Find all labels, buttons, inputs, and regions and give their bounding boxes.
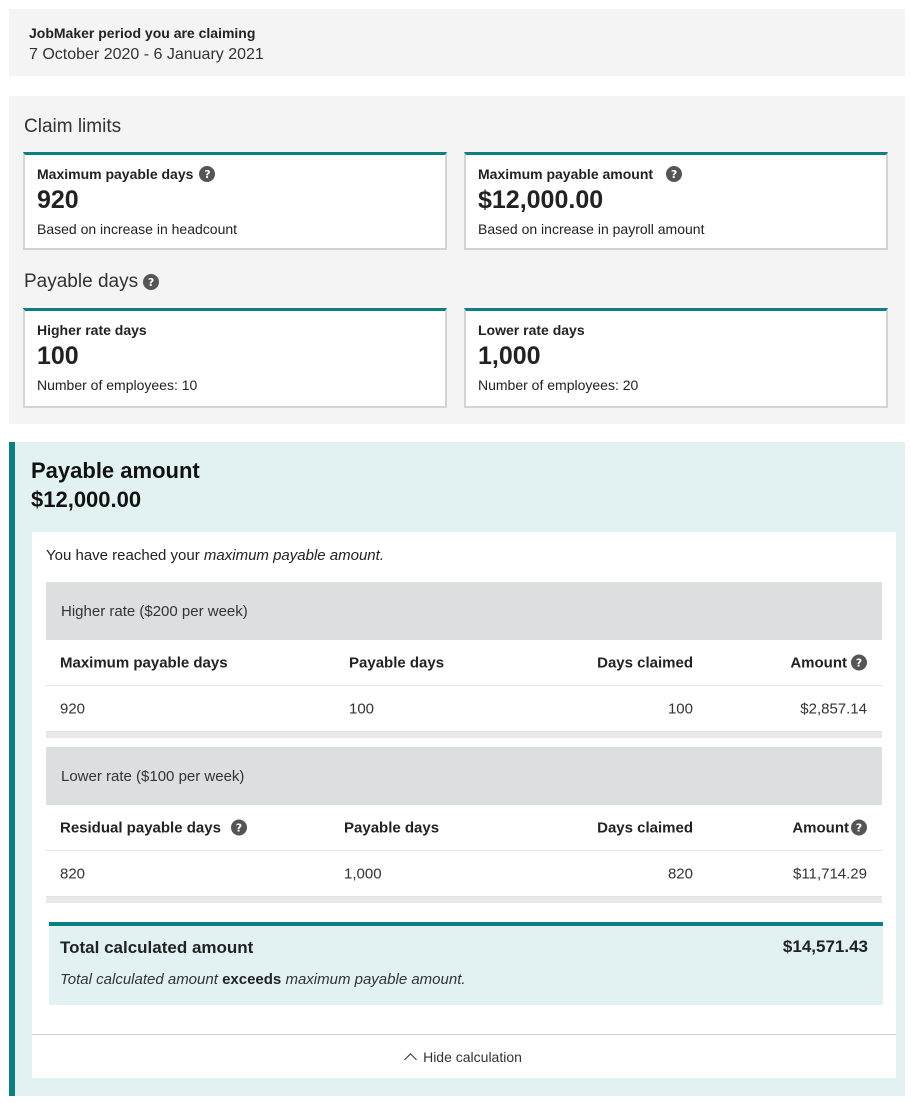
total-note: Total calculated amount exceeds maximum payable amount.	[60, 971, 466, 988]
claim-period-value: 7 October 2020 - 6 January 2021	[29, 46, 264, 63]
card-lower-rate-days	[464, 308, 888, 408]
higher-rate-table	[46, 582, 882, 738]
card-label: Maximum payable days ?	[37, 166, 433, 182]
column-header-amount: Amount ?	[790, 654, 867, 671]
claim-period-panel	[9, 9, 905, 76]
table-cell: 820	[667, 865, 693, 882]
card-subtext: Based on increase in payroll amount	[478, 221, 705, 237]
card-value: 100	[37, 342, 79, 370]
card-maximum-payable-amount	[464, 152, 888, 250]
card-maximum-payable-days	[23, 152, 447, 250]
question-circle-icon[interactable]: ?	[851, 820, 867, 836]
card-subtext: Number of employees: 10	[37, 377, 198, 393]
card-label: Lower rate days	[478, 322, 585, 338]
question-circle-icon[interactable]: ?	[143, 274, 159, 290]
chevron-up-icon	[404, 1053, 417, 1066]
lower-rate-header: Lower rate ($100 per week)	[46, 747, 882, 805]
card-higher-rate-days	[23, 308, 447, 408]
card-value: 1,000	[478, 342, 541, 370]
question-circle-icon[interactable]: ?	[851, 655, 867, 671]
maximum-reached-message: You have reached your maximum payable amount.	[46, 547, 384, 564]
question-circle-icon[interactable]: ?	[231, 820, 247, 836]
table-row	[46, 851, 882, 897]
row-separator	[46, 732, 882, 738]
payable-days-title: Payable days ?	[24, 271, 159, 293]
total-value: $14,571.43	[782, 937, 868, 956]
table-cell: $11,714.29	[793, 865, 867, 882]
payable-amount-title: Payable amount	[31, 458, 200, 483]
table-cell: 100	[349, 700, 375, 717]
claim-limits-title: Claim limits	[24, 116, 122, 137]
question-circle-icon[interactable]: ?	[199, 166, 215, 182]
calculation-panel	[32, 532, 896, 1078]
column-header: Days claimed	[597, 654, 693, 671]
question-circle-icon[interactable]: ?	[666, 166, 682, 182]
card-subtext: Number of employees: 20	[478, 377, 639, 393]
table-cell: 100	[667, 700, 693, 717]
table-cell: $2,857.14	[800, 700, 867, 717]
table-row	[46, 686, 882, 732]
claim-limits-panel	[9, 96, 905, 424]
table-cell: 820	[60, 865, 86, 882]
card-subtext: Based on increase in headcount	[37, 221, 238, 237]
table-cell: 1,000	[344, 865, 382, 882]
column-header-amount: Amount ?	[792, 819, 867, 836]
card-label: Maximum payable amount ?	[478, 166, 874, 182]
column-header: Days claimed	[597, 819, 693, 836]
payable-amount-panel	[9, 442, 905, 1096]
total-calculated-amount-panel	[49, 922, 883, 1005]
column-header-residual: Residual payable days ?	[60, 819, 247, 836]
higher-rate-header: Higher rate ($200 per week)	[46, 582, 882, 640]
hide-calculation-label: Hide calculation	[423, 1048, 522, 1065]
total-label: Total calculated amount	[60, 938, 254, 957]
table-header-row	[46, 640, 882, 686]
card-value: $12,000.00	[478, 186, 604, 214]
column-header: Maximum payable days	[60, 654, 228, 671]
column-header: Payable days	[344, 819, 440, 836]
card-label: Higher rate days	[37, 322, 147, 338]
claim-period-label: JobMaker period you are claiming	[29, 25, 256, 41]
card-value: 920	[37, 186, 79, 214]
table-cell: 920	[60, 700, 86, 717]
lower-rate-table	[46, 747, 882, 903]
row-separator	[46, 897, 882, 903]
payable-amount-value: $12,000.00	[31, 487, 142, 512]
column-header: Payable days	[349, 654, 445, 671]
table-header-row	[46, 805, 882, 851]
hide-calculation-button[interactable]	[32, 1034, 896, 1078]
